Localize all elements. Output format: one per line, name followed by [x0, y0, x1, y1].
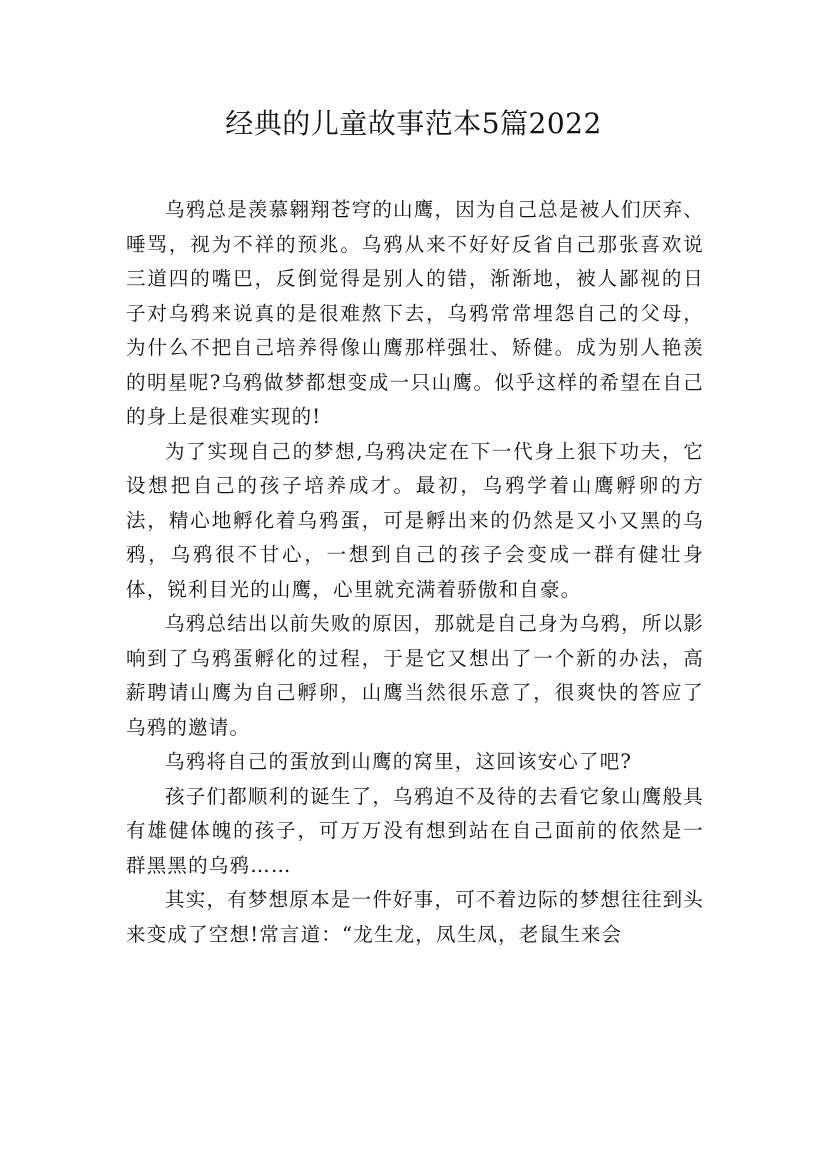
paragraph-6: 其实，有梦想原本是一件好事，可不着边际的梦想往往到头来变成了空想!常言道：“龙生龙，凤生凤，老鼠生来会: [126, 888, 704, 946]
paragraph-1: 乌鸦总是羡慕翱翔苍穹的山鹰，因为自己总是被人们厌弃、唾骂，视为不祥的预兆。乌鸦从来不好好反省自己那张喜欢说三道四的嘴巴，反倒觉得是别人的错，渐渐地，被人鄙视的日子对乌鸦来说真的是很难熬下去，乌鸦常常埋怨自己的父母，为什么不把自己培养得像山鹰那样强壮、矫健。成为别人艳羡的明星呢?乌鸦做梦都想变成一只山鹰。似乎这样的希望在自己的身上是很难实现的!: [126, 198, 704, 428]
paragraph-3: 乌鸦总结出以前失败的原因，那就是自己身为乌鸦，所以影响到了乌鸦蛋孵化的过程，于是它又想出了一个新的办法，高薪聘请山鹰为自己孵卵，山鹰当然很乐意了，很爽快的答应了乌鸦的邀请。: [126, 612, 704, 739]
paragraph-4: 乌鸦将自己的蛋放到山鹰的窝里，这回该安心了吧?: [165, 750, 633, 773]
document-body: [126, 193, 704, 952]
paragraph-5: 孩子们都顺利的诞生了，乌鸦迫不及待的去看它象山鹰般具有雄健体魄的孩子，可万万没有想到站在自己面前的依然是一群黑黑的乌鸦……: [126, 784, 704, 877]
paragraph-2: 为了实现自己的梦想,乌鸦决定在下一代身上狠下功夫，它设想把自己的孩子培养成才。最初，乌鸦学着山鹰孵卵的方法，精心地孵化着乌鸦蛋，可是孵出来的仍然是又小又黑的乌鸦，乌鸦很不甘心，一想到自己的孩子会变成一群有健壮身体，锐利目光的山鹰，心里就充满着骄傲和自豪。: [126, 439, 704, 601]
document-title: 经典的儿童故事范本5篇2022: [225, 107, 602, 140]
